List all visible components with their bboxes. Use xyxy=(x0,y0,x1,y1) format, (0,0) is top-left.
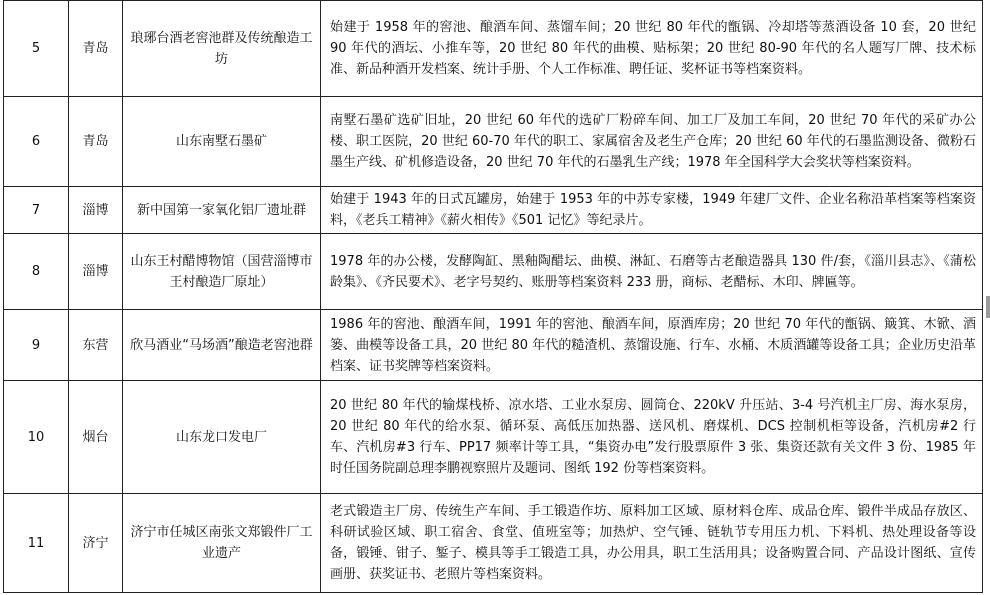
site-name-cell: 山东龙口发电厂 xyxy=(123,381,321,494)
city-cell: 淄博 xyxy=(69,187,123,234)
description-cell: 1978 年的办公楼，发酵陶缸、黑釉陶醋坛、曲模、淋缸、石磨等古老酿造器具 130 件/套，《淄川县志》、《蒲松龄集》、《齐民要术》、老字号契约、账册等档案资料 233 册，商标、老醋标、木印、牌匾等。 xyxy=(321,234,983,310)
city-cell: 青岛 xyxy=(69,97,123,187)
description-cell: 南墅石墨矿选矿旧址，20 世纪 60 年代的选矿厂粉碎车间、加工厂及加工车间，20 世纪 70 年代的采矿办公楼、职工医院，20 世纪 60-70 年代的职工、家属宿舍及老生产仓库；20 世纪 60 年代的石墨监测设备、微粉石墨生产线、矿机修造设备，20 世纪 70 年代的石墨乳生产线；1978 年全国科学大会奖状等档案资料。 xyxy=(321,97,983,187)
city-cell: 东营 xyxy=(69,310,123,381)
table-row xyxy=(4,310,983,381)
site-name-cell: 山东南墅石墨矿 xyxy=(123,97,321,187)
table-row xyxy=(4,381,983,494)
row-number: 8 xyxy=(4,234,69,310)
row-number: 5 xyxy=(4,1,69,97)
city-cell: 烟台 xyxy=(69,381,123,494)
city-cell: 淄博 xyxy=(69,234,123,310)
row-number: 11 xyxy=(4,494,69,593)
city-cell: 济宁 xyxy=(69,494,123,593)
site-name-cell: 新中国第一家氧化铝厂遗址群 xyxy=(123,187,321,234)
row-number: 10 xyxy=(4,381,69,494)
table-row xyxy=(4,494,983,593)
site-name-cell: 山东王村醋博物馆（国营淄博市王村酿造厂原址） xyxy=(123,234,321,310)
description-cell: 始建于 1943 年的日式瓦罐房，始建于 1953 年的中苏专家楼，1949 年建厂文件、企业名称沿革档案等档案资料，《老兵工精神》《薪火相传》《501 记忆》等纪录片。 xyxy=(321,187,983,234)
table-row xyxy=(4,1,983,97)
site-name-cell: 琅琊台酒老窖池群及传统酿造工坊 xyxy=(123,1,321,97)
description-cell: 始建于 1958 年的窖池、酿酒车间、蒸馏车间；20 世纪 80 年代的甑锅、冷却塔等蒸酒设备 10 套，20 世纪 90 年代的酒坛、小推车等，20 世纪 80 年代的曲模、贴标架；20 世纪 80-90 年代的名人题写厂牌、技术标准、新品种酒开发档案、统计手册、个人工作标准、聘任证、奖杯证书等档案资料。 xyxy=(321,1,983,97)
row-number: 6 xyxy=(4,97,69,187)
description-cell: 20 世纪 80 年代的输煤栈桥、凉水塔、工业水泵房、圆筒仓、220kV 升压站、3-4 号汽机主厂房、海水泵房，20 世纪 80 年代的给水泵、循环泵、高低压加热器、送风机、磨煤机、DCS 控制机柜等设备，汽机房#2 行车、汽机房#3 行车、PP17 频率计等工具，“集资办电”发行股票原件 3 张、集资还款有关文件 3 份、1985 年时任国务院副总理李鹏视察照片及题词、图纸 192 份等档案资料。 xyxy=(321,381,983,494)
city-cell: 青岛 xyxy=(69,1,123,97)
table-row xyxy=(4,97,983,187)
site-name-cell: 欣马酒业“马场酒”酿造老窖池群 xyxy=(123,310,321,381)
table-row xyxy=(4,234,983,310)
row-number: 9 xyxy=(4,310,69,381)
description-cell: 1986 年的窖池、酿酒车间，1991 年的窖池、酿酒车间，原酒库房；20 世纪 70 年代的甑锅、簸箕、木锨、酒篓、曲模等设备工具，20 世纪 80 年代的糙渣机、蒸馏设施、行车、水桶、木质酒罐等设备工具；企业历史沿革档案、证书奖牌等档案资料。 xyxy=(321,310,983,381)
site-name-cell: 济宁市任城区南张文郑锻件厂工业遗产 xyxy=(123,494,321,593)
row-number: 7 xyxy=(4,187,69,234)
scrollbar-handle[interactable] xyxy=(986,296,990,318)
heritage-table xyxy=(3,0,983,593)
description-cell: 老式锻造主厂房、传统生产车间、手工锻造作坊、原料加工区域、原材料仓库、成品仓库、锻件半成品存放区、科研试验区域、职工宿舍、食堂、值班室等；加热炉、空气锤、链轨节专用压力机、下料机、热处理设备等设备，锻锤、钳子、錾子、模具等手工锻造工具，办公用具，职工生活用具；设备购置合同、产品设计图纸、宣传画册、获奖证书、老照片等档案资料。 xyxy=(321,494,983,593)
table-row xyxy=(4,187,983,234)
